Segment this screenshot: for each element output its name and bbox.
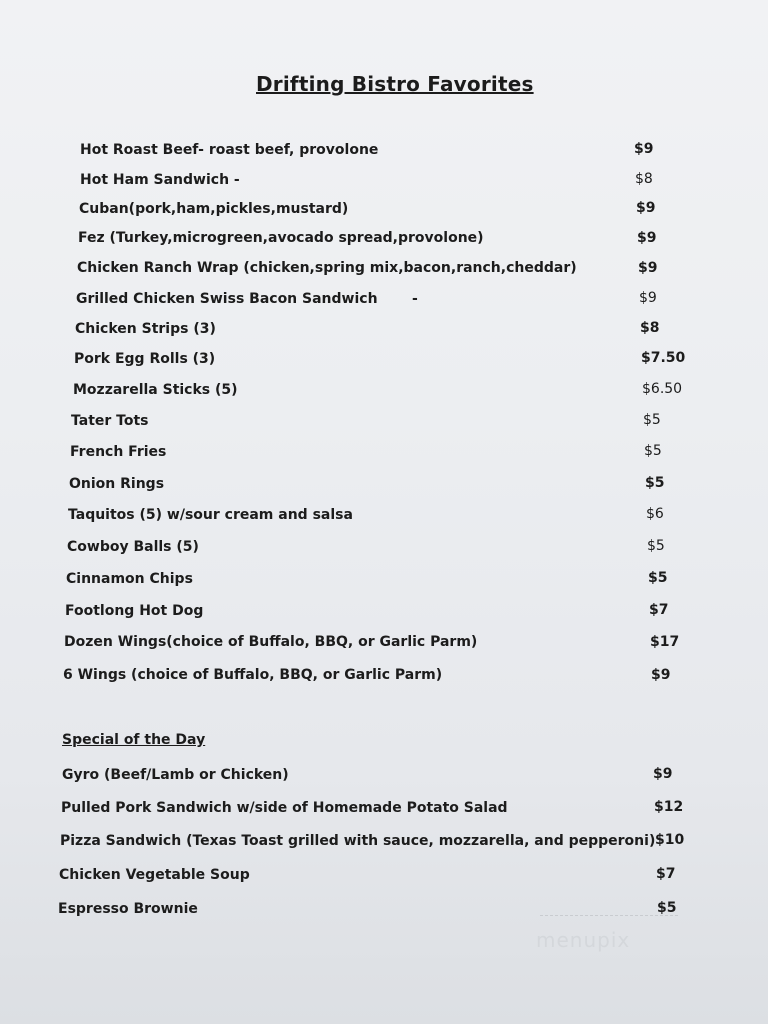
item-name: French Fries <box>70 444 167 460</box>
item-name: Cowboy Balls (5) <box>67 539 199 555</box>
item-name: 6 Wings (choice of Buffalo, BBQ, or Garlic Parm) <box>63 667 443 683</box>
item-name: Onion Rings <box>69 476 165 492</box>
item-price: $5 <box>643 412 661 428</box>
list-item <box>71 412 149 430</box>
list-item <box>67 538 199 556</box>
item-price: $8 <box>640 320 660 336</box>
item-name: Gyro (Beef/Lamb or Chicken) <box>62 767 289 783</box>
item-price: $9 <box>639 290 657 306</box>
item-price: $9 <box>637 230 657 246</box>
divider <box>540 915 678 916</box>
item-name: Chicken Vegetable Soup <box>59 867 250 883</box>
item-name: Pizza Sandwich (Texas Toast grilled with sauce, mozzarella, and pepperoni) <box>60 833 656 849</box>
item-name: Dozen Wings(choice of Buffalo, BBQ, or Garlic Parm) <box>64 634 478 650</box>
item-price: $7 <box>656 866 676 882</box>
item-price: $5 <box>644 443 662 459</box>
item-price: $7.50 <box>641 350 686 366</box>
item-price: $9 <box>636 200 656 216</box>
item-price: $5 <box>645 475 665 491</box>
list-item <box>79 200 348 218</box>
item-price: $10 <box>655 832 685 848</box>
item-name: Pork Egg Rolls (3) <box>74 351 216 367</box>
item-price: $9 <box>638 260 658 276</box>
item-price: $9 <box>653 766 673 782</box>
item-name: Cuban(pork,ham,pickles,mustard) <box>79 201 349 217</box>
list-item <box>63 666 442 684</box>
list-item <box>58 900 198 918</box>
item-price: $6 <box>646 506 664 522</box>
item-name: Chicken Strips (3) <box>75 321 216 337</box>
item-name: Taquitos (5) w/sour cream and salsa <box>68 507 353 523</box>
list-item <box>76 290 418 308</box>
list-item <box>60 832 655 850</box>
item-name: Mozzarella Sticks (5) <box>73 382 238 398</box>
item-price: $6.50 <box>642 381 683 397</box>
item-name: Grilled Chicken Swiss Bacon Sandwich <box>76 291 378 307</box>
item-name: Espresso Brownie <box>58 901 198 917</box>
list-item <box>65 602 203 620</box>
list-item <box>78 229 484 247</box>
list-item <box>66 570 193 588</box>
special-heading: Special of the Day <box>62 732 206 748</box>
list-item <box>75 320 216 338</box>
list-item <box>80 141 378 159</box>
list-item <box>64 633 477 651</box>
item-dash: - <box>412 291 418 307</box>
list-item <box>74 350 215 368</box>
item-price: $12 <box>654 799 684 815</box>
list-item <box>69 475 164 493</box>
item-price: $5 <box>657 900 677 916</box>
item-name: Footlong Hot Dog <box>65 603 204 619</box>
item-price: $5 <box>647 538 665 554</box>
item-name: Pulled Pork Sandwich w/side of Homemade Potato Salad <box>61 800 508 816</box>
list-item <box>77 259 577 277</box>
list-item <box>68 506 353 524</box>
menu-title: Drifting Bistro Favorites <box>256 72 534 96</box>
list-item <box>73 381 238 399</box>
list-item <box>80 171 240 189</box>
item-price: $9 <box>634 141 654 157</box>
item-name: Chicken Ranch Wrap (chicken,spring mix,bacon,ranch,cheddar) <box>77 260 577 276</box>
list-item <box>61 799 508 817</box>
list-item <box>59 866 250 884</box>
item-price: $17 <box>650 634 680 650</box>
item-price: $7 <box>649 602 669 618</box>
list-item <box>70 443 166 461</box>
item-name: Hot Ham Sandwich - <box>80 172 240 188</box>
item-name: Fez (Turkey,microgreen,avocado spread,provolone) <box>78 230 484 246</box>
item-price: $8 <box>635 171 653 187</box>
item-price: $9 <box>651 667 671 683</box>
item-name: Hot Roast Beef- roast beef, provolone <box>80 142 379 158</box>
watermark-logo: menupix <box>536 928 631 952</box>
item-name: Tater Tots <box>71 413 149 429</box>
list-item <box>62 766 289 784</box>
item-price: $5 <box>648 570 668 586</box>
item-name: Cinnamon Chips <box>66 571 193 587</box>
